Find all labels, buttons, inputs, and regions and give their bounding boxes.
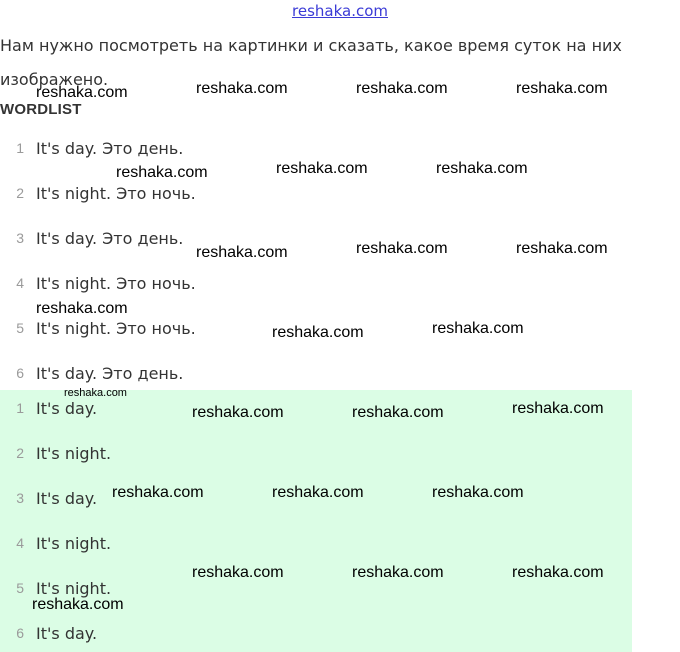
answer-item bbox=[0, 486, 97, 510]
item-number: 2 bbox=[16, 185, 24, 201]
watermark: reshaka.com bbox=[512, 400, 604, 417]
watermark: reshaka.com bbox=[36, 300, 128, 317]
item-number: 5 bbox=[16, 320, 24, 336]
watermark: reshaka.com bbox=[196, 80, 288, 97]
watermark: reshaka.com bbox=[356, 80, 448, 97]
item-text: It's night. bbox=[36, 443, 112, 463]
wordlist-heading: WORDLIST bbox=[0, 101, 82, 118]
watermark: reshaka.com bbox=[116, 164, 208, 181]
item-number: 4 bbox=[16, 275, 24, 291]
answer-item bbox=[0, 531, 111, 555]
wordlist-item bbox=[0, 316, 196, 340]
watermark: reshaka.com bbox=[276, 160, 368, 177]
item-text: It's night. Это ночь. bbox=[36, 273, 196, 293]
item-text: It's day. bbox=[36, 488, 98, 508]
item-number: 1 bbox=[16, 400, 24, 416]
watermark: reshaka.com bbox=[352, 564, 444, 581]
watermark: reshaka.com bbox=[36, 84, 128, 101]
item-number: 6 bbox=[16, 365, 24, 381]
watermark: reshaka.com bbox=[272, 324, 364, 341]
watermark: reshaka.com bbox=[352, 404, 444, 421]
item-number: 6 bbox=[16, 625, 24, 641]
item-text: It's day. Это день. bbox=[36, 138, 184, 158]
wordlist-item bbox=[0, 361, 183, 385]
watermark: reshaka.com bbox=[356, 240, 448, 257]
watermark: reshaka.com bbox=[196, 244, 288, 261]
watermark: reshaka.com bbox=[432, 484, 524, 501]
answer-item bbox=[0, 441, 111, 465]
item-number: 3 bbox=[16, 230, 24, 246]
item-text: It's night. bbox=[36, 578, 112, 598]
item-text: It's day. Это день. bbox=[36, 228, 184, 248]
watermark: reshaka.com bbox=[516, 80, 608, 97]
item-number: 3 bbox=[16, 490, 24, 506]
item-text: It's night. bbox=[36, 533, 112, 553]
intro-text: Нам нужно посмотреть на картинки и сказать, какое время суток на них изображено. bbox=[0, 36, 622, 89]
watermark: reshaka.com bbox=[516, 240, 608, 257]
watermark: reshaka.com bbox=[64, 387, 127, 399]
item-text: It's night. Это ночь. bbox=[36, 183, 196, 203]
watermark: reshaka.com bbox=[192, 404, 284, 421]
watermark: reshaka.com bbox=[32, 596, 124, 613]
item-number: 2 bbox=[16, 445, 24, 461]
watermark: reshaka.com bbox=[112, 484, 204, 501]
item-number: 4 bbox=[16, 535, 24, 551]
item-text: It's day. bbox=[36, 398, 98, 418]
item-text: It's day. bbox=[36, 623, 98, 643]
watermark: reshaka.com bbox=[436, 160, 528, 177]
item-text: It's day. Это день. bbox=[36, 363, 184, 383]
item-text: It's night. Это ночь. bbox=[36, 318, 196, 338]
wordlist-item bbox=[0, 271, 196, 295]
watermark: reshaka.com bbox=[512, 564, 604, 581]
watermark: reshaka.com bbox=[272, 484, 364, 501]
item-number: 5 bbox=[16, 580, 24, 596]
watermark: reshaka.com bbox=[432, 320, 524, 337]
wordlist-item bbox=[0, 181, 196, 205]
wordlist-item bbox=[0, 226, 183, 250]
watermark: reshaka.com bbox=[192, 564, 284, 581]
wordlist-item bbox=[0, 136, 183, 160]
item-number: 1 bbox=[16, 140, 24, 156]
answer-item bbox=[0, 621, 97, 645]
site-link[interactable]: reshaka.com bbox=[292, 2, 388, 20]
